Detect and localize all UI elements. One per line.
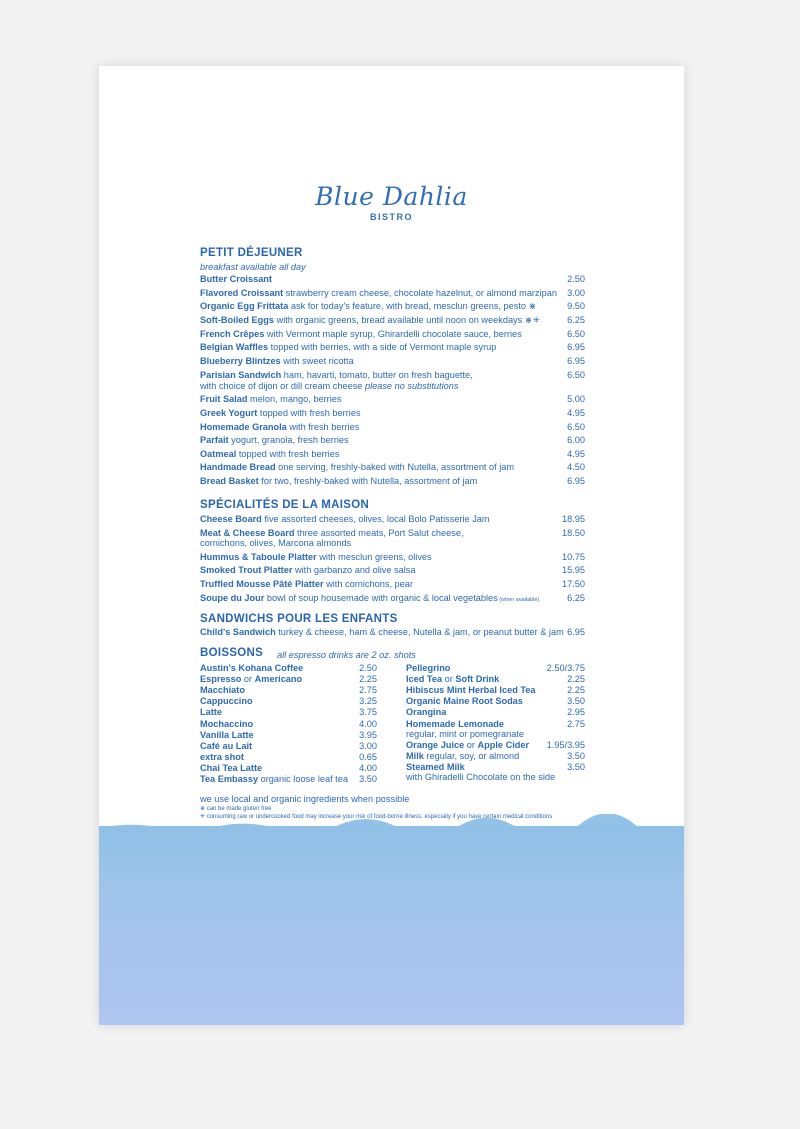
item-price: 6.50 xyxy=(567,369,585,380)
item-price: 2.25 xyxy=(567,685,585,696)
item-description: topped with berries, with a side of Vermont maple syrup xyxy=(268,342,497,353)
item-name: Meat & Cheese Board xyxy=(200,527,295,538)
item-description: melon, mango, berries xyxy=(247,394,342,405)
menu-item xyxy=(200,370,473,381)
menu-item xyxy=(200,422,359,433)
menu-item xyxy=(200,356,354,367)
item-price: 4.95 xyxy=(567,407,585,418)
menu-item xyxy=(200,696,253,707)
item-description: for two, freshly-baked with Nutella, assortment of jam xyxy=(258,476,478,487)
item-name: Child's Sandwich xyxy=(200,627,276,637)
menu-item xyxy=(200,730,254,741)
menu-item xyxy=(200,342,496,353)
item-name: Espresso xyxy=(200,674,242,685)
item-description: with sweet ricotta xyxy=(280,355,354,366)
section-note: breakfast available all day xyxy=(200,262,306,272)
item-description: three assorted meats, Port Salut cheese, xyxy=(294,527,464,538)
item-description: organic loose leaf tea xyxy=(258,774,348,784)
item-description: five assorted cheeses, olives, local Bolo Patisserie Jam xyxy=(261,514,490,524)
item-name: Belgian Waffles xyxy=(200,342,269,353)
item-description: or xyxy=(442,674,456,685)
item-description: one serving, freshly-baked with Nutella, assortment of jam xyxy=(275,462,515,473)
item-description: ask for today's feature, with bread, mesclun greens, pesto ⋇ xyxy=(288,301,537,312)
item-name: Organic Maine Root Sodas xyxy=(406,696,523,707)
raw-food-warning: ✳ consuming raw or undercooked food may increase your risk of food-borne illness, especially if you have certain medical conditions xyxy=(200,814,553,820)
item-name: Vanilla Latte xyxy=(200,729,254,740)
item-price: 4.00 xyxy=(359,762,377,773)
item-name: Latte xyxy=(200,707,222,718)
menu-item xyxy=(200,593,539,606)
item-name-alt: Soft Drink xyxy=(455,674,500,685)
item-price: 2.25 xyxy=(567,674,585,685)
item-name: Café au Lait xyxy=(200,740,253,751)
item-description: with fresh berries xyxy=(286,421,360,432)
menu-item xyxy=(200,394,341,405)
item-price: 3.00 xyxy=(359,740,377,751)
item-price: 6.95 xyxy=(567,355,585,366)
item-description: ham, havarti, tomato, butter on fresh baguette, xyxy=(281,369,473,380)
menu-item xyxy=(406,663,450,674)
item-price: 6.50 xyxy=(567,328,585,339)
item-name: Soft-Boiled Eggs xyxy=(200,314,275,325)
item-description: with garbanzo and olive salsa xyxy=(292,565,416,576)
item-name: Fruit Salad xyxy=(200,394,248,405)
item-name: Orange Juice xyxy=(406,739,465,750)
item-name: Parfait xyxy=(200,435,229,446)
menu-item xyxy=(200,329,522,340)
menu-item xyxy=(200,663,303,674)
item-name: Oatmeal xyxy=(200,448,237,459)
menu-item xyxy=(200,514,490,525)
item-availability: (when available) xyxy=(497,596,540,603)
item-name: Chai Tea Latte xyxy=(200,762,263,773)
item-name: Hibiscus Mint Herbal Iced Tea xyxy=(406,685,536,696)
section-note-boissons: all espresso drinks are 2 oz. shots xyxy=(277,650,416,660)
item-price: 2.50/3.75 xyxy=(546,663,585,673)
section-title-specialites: SPÉCIALITÉS DE LA MAISON xyxy=(200,499,370,511)
item-price: 18.95 xyxy=(562,514,585,524)
logo-subtitle: BISTRO xyxy=(369,212,413,222)
item-price: 3.00 xyxy=(567,287,585,298)
item-description: bowl of soup housemade with organic & local vegetables xyxy=(264,592,498,603)
item-price: 2.50 xyxy=(567,274,585,284)
item-name: Homemade Granola xyxy=(200,421,287,432)
menu-item xyxy=(200,719,253,730)
item-price: 6.25 xyxy=(567,592,585,603)
menu-item xyxy=(200,435,349,446)
item-name: Smoked Trout Platter xyxy=(200,565,293,576)
menu-item xyxy=(406,707,446,718)
menu-item xyxy=(200,315,540,326)
item-price: 0.65 xyxy=(359,751,377,762)
footer-note: we use local and organic ingredients when possible xyxy=(200,794,410,804)
item-price: 2.75 xyxy=(567,718,585,729)
item-price: 3.50 xyxy=(567,761,585,772)
item-name: Truffled Mousse Pâté Platter xyxy=(200,578,324,589)
item-price: 3.25 xyxy=(359,696,377,707)
item-price: 4.95 xyxy=(567,448,585,459)
item-price: 3.75 xyxy=(359,707,377,718)
item-description: or xyxy=(464,739,478,750)
item-price: 4.50 xyxy=(567,462,585,473)
item-price: 6.25 xyxy=(567,314,585,325)
item-price: 6.00 xyxy=(567,435,585,446)
item-name: Austin's Kohana Coffee xyxy=(200,663,304,673)
item-name: Blueberry Blintzes xyxy=(200,355,281,366)
item-description: strawberry cream cheese, chocolate hazelnut, or almond marzipan xyxy=(283,287,557,298)
item-price: 4.00 xyxy=(359,718,377,729)
item-name: Flavored Croissant xyxy=(200,287,284,298)
item-description-line2: cornichons, olives, Marcona almonds xyxy=(200,538,352,549)
item-price: 2.25 xyxy=(359,674,377,685)
menu-item xyxy=(406,696,523,707)
item-name: Homemade Lemonade xyxy=(406,718,505,729)
item-name: French Crêpes xyxy=(200,328,265,339)
item-price: 3.50 xyxy=(567,696,585,707)
item-name: Parisian Sandwich xyxy=(200,369,282,380)
item-name: Macchiato xyxy=(200,685,245,696)
menu-item xyxy=(200,674,302,685)
menu-item xyxy=(406,674,499,685)
item-name-alt: Apple Cider xyxy=(477,739,530,750)
menu-item xyxy=(200,685,245,696)
menu-item xyxy=(200,528,464,539)
item-price: 3.50 xyxy=(567,750,585,761)
item-name: Mochaccino xyxy=(200,718,254,729)
menu-item xyxy=(200,449,339,460)
item-description: with Vermont maple syrup, Ghirardelli chocolate sauce, berries xyxy=(264,328,522,339)
item-description: yogurt, granola, fresh berries xyxy=(228,435,349,446)
item-price: 15.95 xyxy=(562,565,585,576)
logo-name: Blue Dahlia xyxy=(315,182,468,211)
menu-item xyxy=(200,288,557,299)
item-name: Handmade Bread xyxy=(200,462,276,473)
item-name: Cappuccino xyxy=(200,696,253,707)
item-name: Hummus & Taboule Platter xyxy=(200,551,317,562)
item-name: Greek Yogurt xyxy=(200,407,258,418)
item-price: 5.00 xyxy=(567,394,585,405)
item-price: 2.75 xyxy=(359,685,377,696)
menu-sheet xyxy=(99,66,684,1025)
item-name: Bread Basket xyxy=(200,476,259,487)
menu-item xyxy=(200,707,222,718)
menu-item xyxy=(200,552,432,563)
item-price: 6.95 xyxy=(567,342,585,353)
item-description: with mesclun greens, olives xyxy=(316,551,432,562)
item-name: Orangina xyxy=(406,707,447,718)
item-description: topped with fresh berries xyxy=(236,448,340,459)
item-description-line2: regular, mint or pomegranate xyxy=(406,728,524,739)
menu-item xyxy=(200,301,536,312)
item-description: or xyxy=(241,674,255,685)
item-price: 2.95 xyxy=(567,707,585,718)
item-description: with cornichons, pear xyxy=(323,578,413,589)
item-price: 1.95/3.95 xyxy=(546,739,585,750)
item-price: 17.50 xyxy=(562,578,585,589)
watercolor-wash xyxy=(99,826,684,1025)
item-description-line2: with Ghiradelli Chocolate on the side xyxy=(406,771,556,782)
substitution-note: please no substitutions xyxy=(364,380,459,391)
item-name: extra shot xyxy=(200,751,244,762)
item-price: 6.95 xyxy=(567,627,585,637)
menu-item xyxy=(200,408,361,419)
menu-item xyxy=(200,274,272,285)
item-name: Steamed Milk xyxy=(406,761,465,772)
item-description: regular, soy, or almond xyxy=(423,750,520,761)
menu-item xyxy=(200,579,413,590)
section-title-boissons: BOISSONS xyxy=(200,647,264,659)
item-name: Organic Egg Frittata xyxy=(200,301,289,312)
item-name: Butter Croissant xyxy=(200,274,272,284)
section-title-enfants: SANDWICHS POUR LES ENFANTS xyxy=(200,613,398,625)
item-price: 9.50 xyxy=(567,301,585,312)
menu-item xyxy=(406,740,529,751)
item-description: turkey & cheese, ham & cheese, Nutella & jam, or peanut butter & jam xyxy=(275,627,564,637)
item-price: 3.50 xyxy=(359,774,377,784)
item-name: Soupe du Jour xyxy=(200,592,265,603)
menu-item xyxy=(200,476,477,487)
item-price: 6.50 xyxy=(567,421,585,432)
item-price: 10.75 xyxy=(562,551,585,562)
section-title-petit-dejeuner: PETIT DÉJEUNER xyxy=(200,247,303,259)
item-price: 3.95 xyxy=(359,729,377,740)
item-name-alt: Americano xyxy=(254,674,303,685)
gluten-free-note: ⋇ can be made gluten free xyxy=(200,806,272,812)
item-price: 2.50 xyxy=(359,663,377,673)
item-name: Iced Tea xyxy=(406,674,443,685)
item-price: 18.50 xyxy=(562,527,585,538)
menu-item xyxy=(200,752,244,763)
menu-item xyxy=(200,627,564,638)
item-name: Milk xyxy=(406,750,424,761)
menu-item xyxy=(200,741,252,752)
item-name: Tea Embassy xyxy=(200,774,259,784)
item-description: with organic greens, bread available until noon on weekdays ⋇✳ xyxy=(274,314,541,325)
item-name: Pellegrino xyxy=(406,663,451,673)
menu-item xyxy=(200,763,262,774)
item-description: topped with fresh berries xyxy=(257,407,361,418)
item-price: 6.95 xyxy=(567,476,585,487)
menu-item xyxy=(406,751,519,762)
item-name: Cheese Board xyxy=(200,514,262,524)
item-description-line2: with choice of dijon or dill cream cheese please no substitutions xyxy=(200,380,459,391)
menu-item xyxy=(200,565,416,576)
menu-item xyxy=(200,462,514,473)
